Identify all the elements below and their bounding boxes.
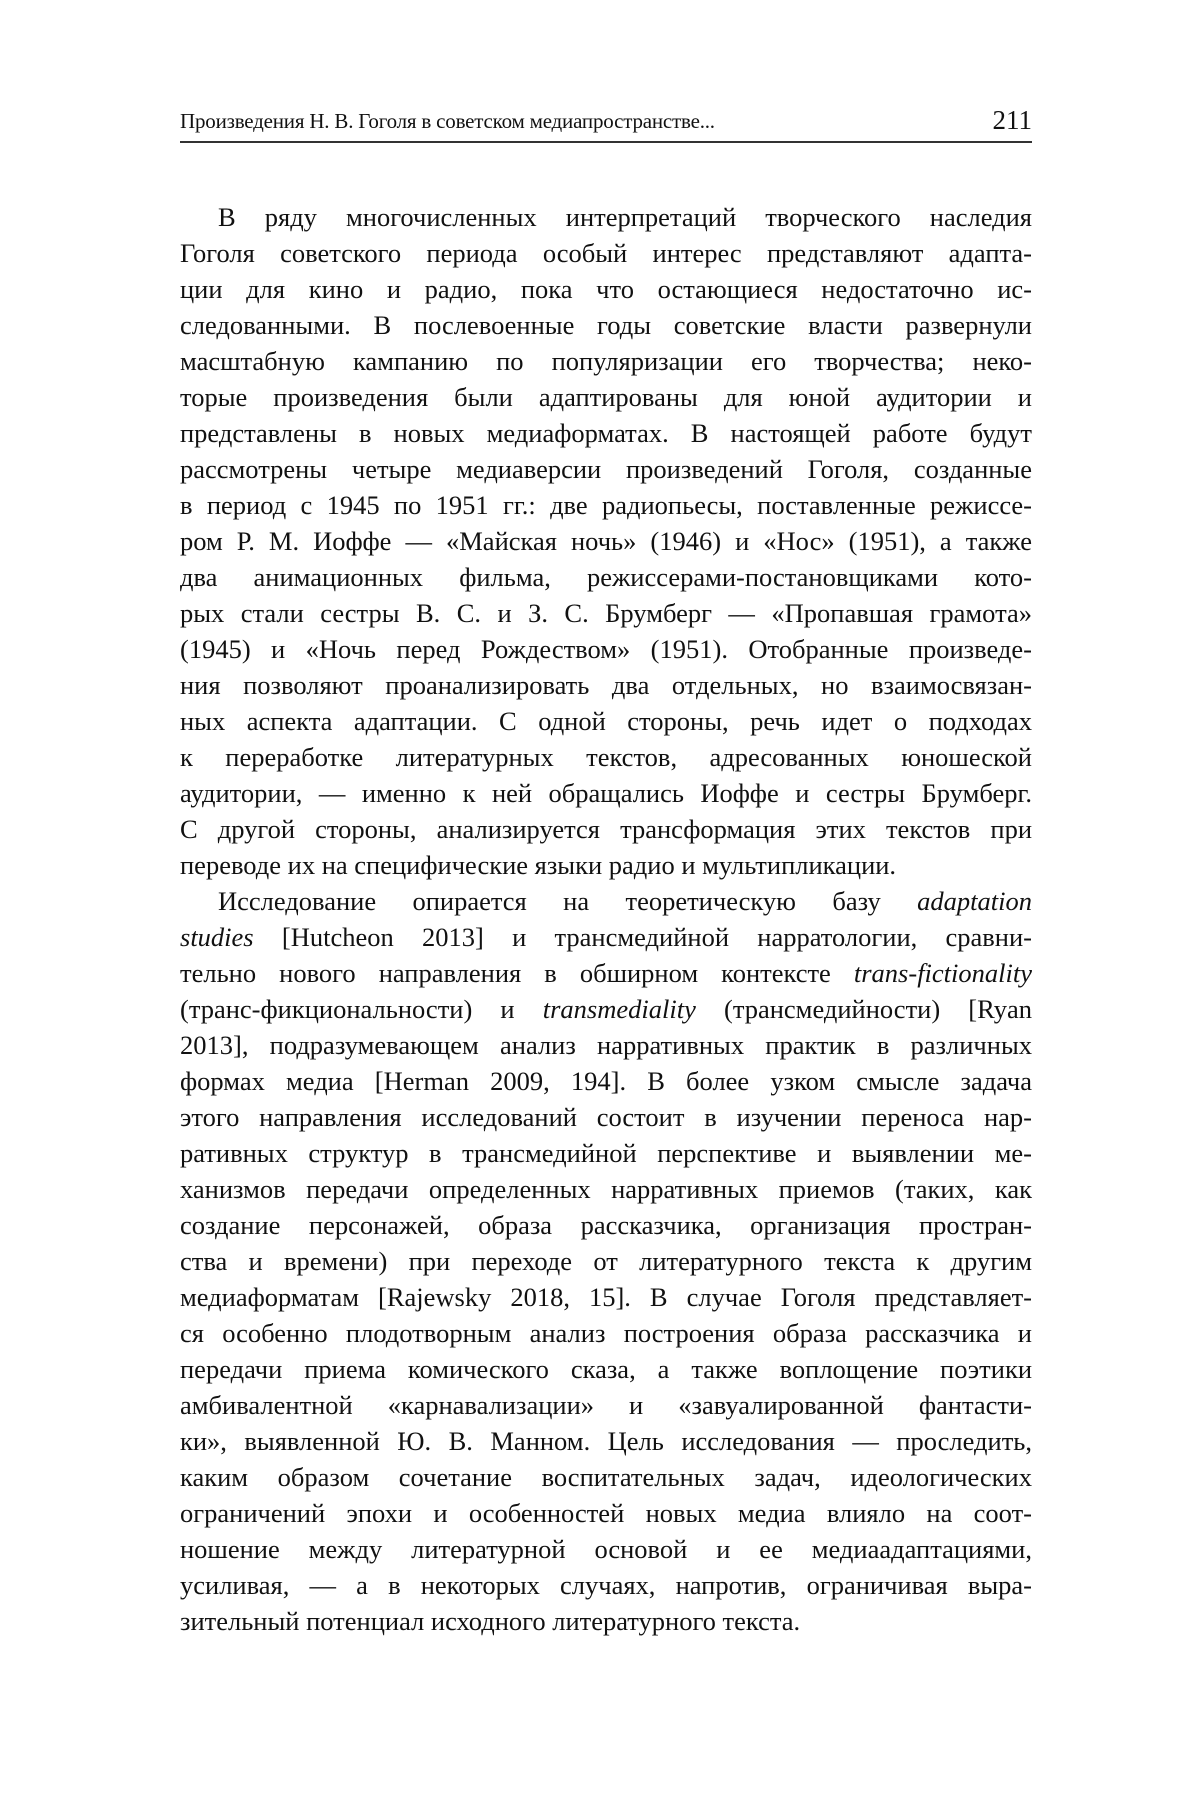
text-span: 2013], подразумевающем анализ нарративных практик в различных [180, 1030, 1032, 1060]
text-line [180, 199, 1032, 235]
text-line [180, 1027, 1032, 1063]
text-line [180, 451, 1032, 487]
text-span: ром Р. М. Иоффе — «Майская ночь» (1946) и «Нос» (1951), а также [180, 526, 1032, 556]
text-line [180, 1243, 1032, 1279]
text-line [180, 739, 1032, 775]
text-span: ханизмов передачи определенных нарративных приемов (таких, как [180, 1174, 1032, 1204]
text-span: рассмотрены четыре медиаверсии произведений Гоголя, созданные [180, 454, 1032, 484]
text-span: амбивалентной «карнавализации» и «завуалированной фантасти- [180, 1390, 1032, 1420]
text-line [180, 955, 1032, 991]
text-span: ношение между литературной основой и ее медиаадаптациями, [180, 1534, 1032, 1564]
text-span: С другой стороны, анализируется трансформация этих текстов при [180, 814, 1032, 844]
text-line [180, 1279, 1032, 1315]
text-line [180, 1459, 1032, 1495]
text-line [180, 631, 1032, 667]
text-line [180, 1603, 1032, 1639]
running-title: Произведения Н. В. Гоголя в советском медиапространстве... [180, 109, 715, 133]
text-line [180, 595, 1032, 631]
text-span: передачи приема комического сказа, а также воплощение поэтики [180, 1354, 1032, 1384]
text-line [180, 1567, 1032, 1603]
text-span: следованными. В послевоенные годы советские власти развернули [180, 310, 1032, 340]
text-span: формах медиа [Herman 2009, 194]. В более узком смысле задача [180, 1066, 1032, 1096]
text-span: ции для кино и радио, пока что остающиеся недостаточно ис- [180, 274, 1032, 304]
text-span: ся особенно плодотворным анализ построения образа рассказчика и [180, 1318, 1032, 1348]
text-line [180, 991, 1032, 1027]
text-line [180, 343, 1032, 379]
body-text [180, 199, 1032, 1639]
text-span: ства и времени) при переходе от литературного текста к другим [180, 1246, 1032, 1276]
text-span: (трансмедийности) [Ryan [695, 994, 1032, 1024]
text-span: ных аспекта адаптации. С одной стороны, речь идет о подходах [180, 706, 1032, 736]
text-span: торые произведения были адаптированы для юной аудитории и [180, 382, 1032, 412]
text-span: ния позволяют проанализировать два отдельных, но взаимосвязан- [180, 670, 1032, 700]
running-header [180, 104, 1032, 140]
header-rule [180, 141, 1032, 143]
text-span: в период с 1945 по 1951 гг.: две радиопьесы, поставленные режиссе- [180, 490, 1032, 520]
text-span: ограничений эпохи и особенностей новых медиа влияло на соот- [180, 1498, 1032, 1528]
text-line [180, 487, 1032, 523]
text-span: два анимационных фильма, режиссерами-постановщиками кото- [180, 562, 1032, 592]
text-line [180, 667, 1032, 703]
text-line [180, 1531, 1032, 1567]
text-line [180, 703, 1032, 739]
text-span: тельно нового направления в обширном контексте [180, 958, 854, 988]
text-span: (транс-фикциональности) и [180, 994, 543, 1024]
text-span: к переработке литературных текстов, адресованных юношеской [180, 742, 1032, 772]
text-line [180, 775, 1032, 811]
paragraph [180, 883, 1032, 1639]
text-line [180, 1315, 1032, 1351]
text-line [180, 847, 1032, 883]
text-line [180, 523, 1032, 559]
text-span: (1945) и «Ночь перед Рождеством» (1951). Отобранные произведе- [180, 634, 1032, 664]
text-span: представлены в новых медиаформатах. В настоящей работе будут [180, 418, 1032, 448]
text-span: создание персонажей, образа рассказчика, организация простран- [180, 1210, 1032, 1240]
text-line [180, 271, 1032, 307]
text-line [180, 1351, 1032, 1387]
text-line [180, 415, 1032, 451]
text-line [180, 1099, 1032, 1135]
text-line [180, 1387, 1032, 1423]
text-line [180, 1063, 1032, 1099]
text-line [180, 1207, 1032, 1243]
text-line [180, 307, 1032, 343]
text-span: ративных структур в трансмедийной перспективе и выявлении ме- [180, 1138, 1032, 1168]
text-line [180, 559, 1032, 595]
italic-term: studies [180, 922, 254, 952]
text-line [180, 1423, 1032, 1459]
italic-term: adaptation [917, 886, 1032, 916]
text-span: Гоголя советского периода особый интерес представляют адапта- [180, 238, 1032, 268]
text-line [180, 1135, 1032, 1171]
text-span: зительный потенциал исходного литературного текста. [180, 1606, 801, 1636]
text-span: медиаформатам [Rajewsky 2018, 15]. В случае Гоголя представляет- [180, 1282, 1032, 1312]
text-line [180, 379, 1032, 415]
text-span: этого направления исследований состоит в изучении переноса нар- [180, 1102, 1032, 1132]
text-span: масштабную кампанию по популяризации его творчества; неко- [180, 346, 1032, 376]
text-line [180, 811, 1032, 847]
text-span: усиливая, — а в некоторых случаях, напротив, ограничивая выра- [180, 1570, 1032, 1600]
italic-term: trans-fictionality [853, 958, 1032, 988]
paragraph [180, 199, 1032, 883]
text-line [180, 1495, 1032, 1531]
page-number: 211 [992, 105, 1032, 135]
italic-term: transmediality [542, 994, 696, 1024]
text-span: каким образом сочетание воспитательных задач, идеологических [180, 1462, 1032, 1492]
text-span: рых стали сестры В. С. и З. С. Брумберг — «Пропавшая грамота» [180, 598, 1032, 628]
text-span: переводе их на специфические языки радио и мультипликации. [180, 850, 897, 880]
text-span: [Hutcheon 2013] и трансмедийной нарратологии, сравни- [253, 922, 1032, 952]
text-line [180, 1171, 1032, 1207]
text-span: ки», выявленной Ю. В. Манном. Цель исследования — проследить, [180, 1426, 1032, 1456]
text-line [180, 235, 1032, 271]
text-line [180, 919, 1032, 955]
text-span: аудитории, — именно к ней обращались Иоффе и сестры Брумберг. [180, 778, 1032, 808]
text-line [180, 883, 1032, 919]
text-span: В ряду многочисленных интерпретаций творческого наследия [218, 202, 1032, 232]
text-span: Исследование опирается на теоретическую базу [218, 886, 918, 916]
